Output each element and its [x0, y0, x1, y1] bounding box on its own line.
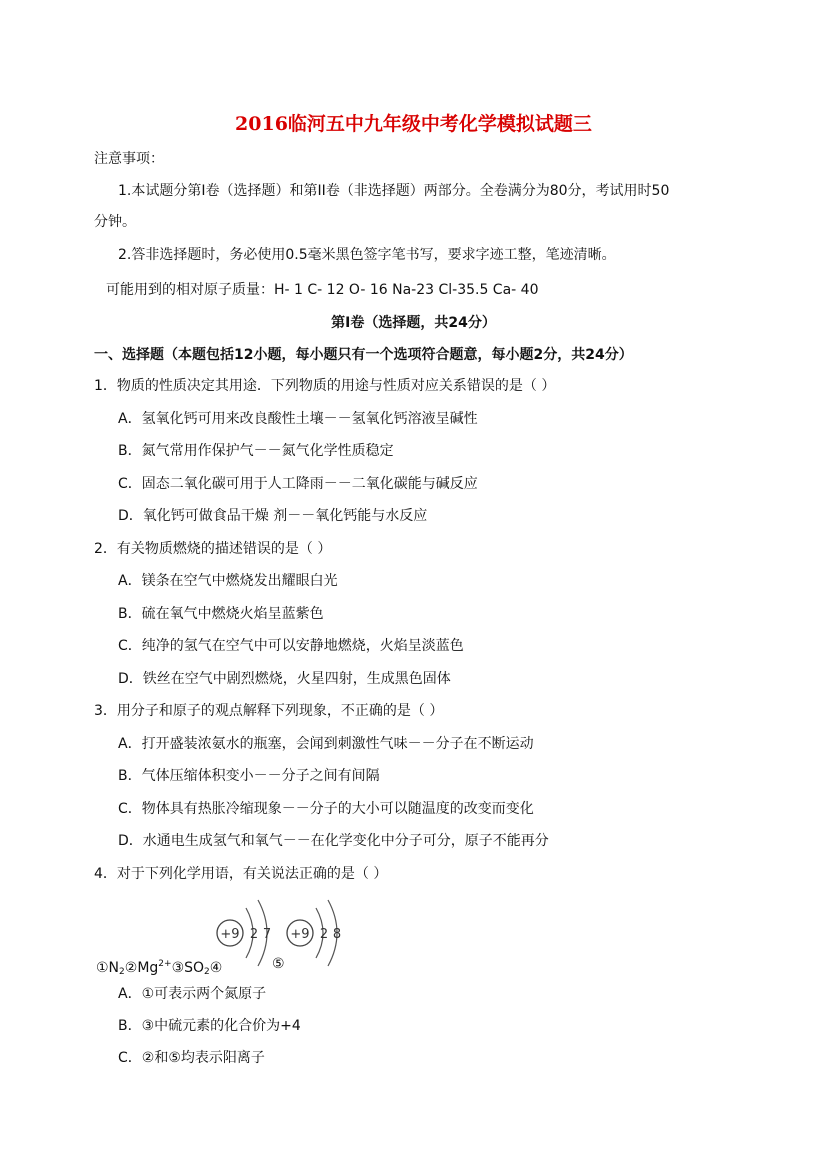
q3-option-b: B．气体压缩体积变小－－分子之间有间隔 — [118, 768, 380, 784]
q2-option-b: B．硫在氧气中燃烧火焰呈蓝紫色 — [118, 606, 324, 622]
q4-symbols — [96, 955, 222, 981]
exam-title: 2016临河五中九年级中考化学模拟试题三 — [235, 113, 592, 135]
nucleus-charge: +9 — [220, 927, 240, 942]
shell-electron-count: 2 — [249, 927, 259, 942]
symbol-4-marker: ④ — [209, 960, 223, 976]
section-title: 第Ⅰ卷（选择题，共24分） — [331, 315, 496, 331]
subscript: 2 — [204, 967, 210, 977]
atom-structure-diagrams — [210, 888, 360, 968]
symbol-n2: ①N — [96, 960, 120, 976]
atom-diagram-4 — [217, 900, 271, 966]
shell-electron-count: 8 — [332, 927, 342, 942]
q3-option-c: C．物体具有热胀冷缩现象－－分子的大小可以随温度的改变而变化 — [118, 801, 534, 817]
shell-electron-count: 7 — [262, 927, 272, 942]
notice-item-1-cont: 分钟。 — [94, 214, 136, 230]
nucleus-charge: +9 — [290, 927, 310, 942]
shell-electron-count: 2 — [319, 927, 329, 942]
q1-option-b: B．氮气常用作保护气－－氮气化学性质稳定 — [118, 443, 394, 459]
q2-option-d: D．铁丝在空气中剧烈燃烧，火星四射，生成黑色固体 — [118, 671, 451, 687]
q2-option-a: A．镁条在空气中燃烧发出耀眼白光 — [118, 573, 338, 589]
q1-option-d: D．氧化钙可做食品干燥 剂－－氧化钙能与水反应 — [118, 508, 428, 524]
notice-item-1: 1.本试题分第Ⅰ卷（选择题）和第II卷（非选择题）两部分。全卷满分为80分，考试用时50 — [118, 183, 670, 199]
q1-option-a: A．氢氧化钙可用来改良酸性土壤－－氢氧化钙溶液呈碱性 — [118, 411, 478, 427]
q4-option-b: B．③中硫元素的化合价为+4 — [118, 1018, 301, 1034]
q1-option-c: C．固态二氧化碳可用于人工降雨－－二氧化碳能与碱反应 — [118, 476, 478, 492]
q2-option-c: C．纯净的氢气在空气中可以安静地燃烧，火焰呈淡蓝色 — [118, 638, 464, 654]
q3-option-a: A．打开盛装浓氨水的瓶塞，会闻到刺激性气味－－分子在不断运动 — [118, 736, 534, 752]
subscript: 2 — [119, 967, 125, 977]
question-2: 2．有关物质燃烧的描述错误的是（ ） — [94, 541, 332, 557]
atom-diagram-5 — [287, 900, 341, 966]
notice-heading: 注意事项： — [94, 151, 164, 167]
q4-option-a: A．①可表示两个氮原子 — [118, 986, 267, 1002]
superscript: 2+ — [158, 959, 172, 969]
question-3: 3．用分子和原子的观点解释下列现象，不正确的是（ ） — [94, 703, 444, 719]
symbol-so2: ③SO — [171, 960, 205, 976]
question-4: 4．对于下列化学用语，有关说法正确的是（ ） — [94, 866, 388, 882]
part-heading: 一、选择题（本题包括12小题，每小题只有一个选项符合题意，每小题2分，共24分） — [94, 347, 633, 363]
symbol-mg-ion: ②Mg — [124, 960, 159, 976]
q3-option-d: D．水通电生成氢气和氧气－－在化学变化中分子可分，原子不能再分 — [118, 833, 549, 849]
symbol-5-marker: ⑤ — [272, 956, 285, 972]
question-1: 1．物质的性质决定其用途．下列物质的用途与性质对应关系错误的是（ ） — [94, 378, 556, 394]
notice-item-2: 2.答非选择题时，务必使用0.5毫米黑色签字笔书写，要求字迹工整，笔迹清晰。 — [118, 247, 616, 263]
q4-option-c: C．②和⑤均表示阳离子 — [118, 1050, 265, 1066]
atomic-masses: 可能用到的相对原子质量：H- 1 C- 12 O- 16 Na-23 Cl-35.5 Ca- 40 — [106, 282, 539, 298]
